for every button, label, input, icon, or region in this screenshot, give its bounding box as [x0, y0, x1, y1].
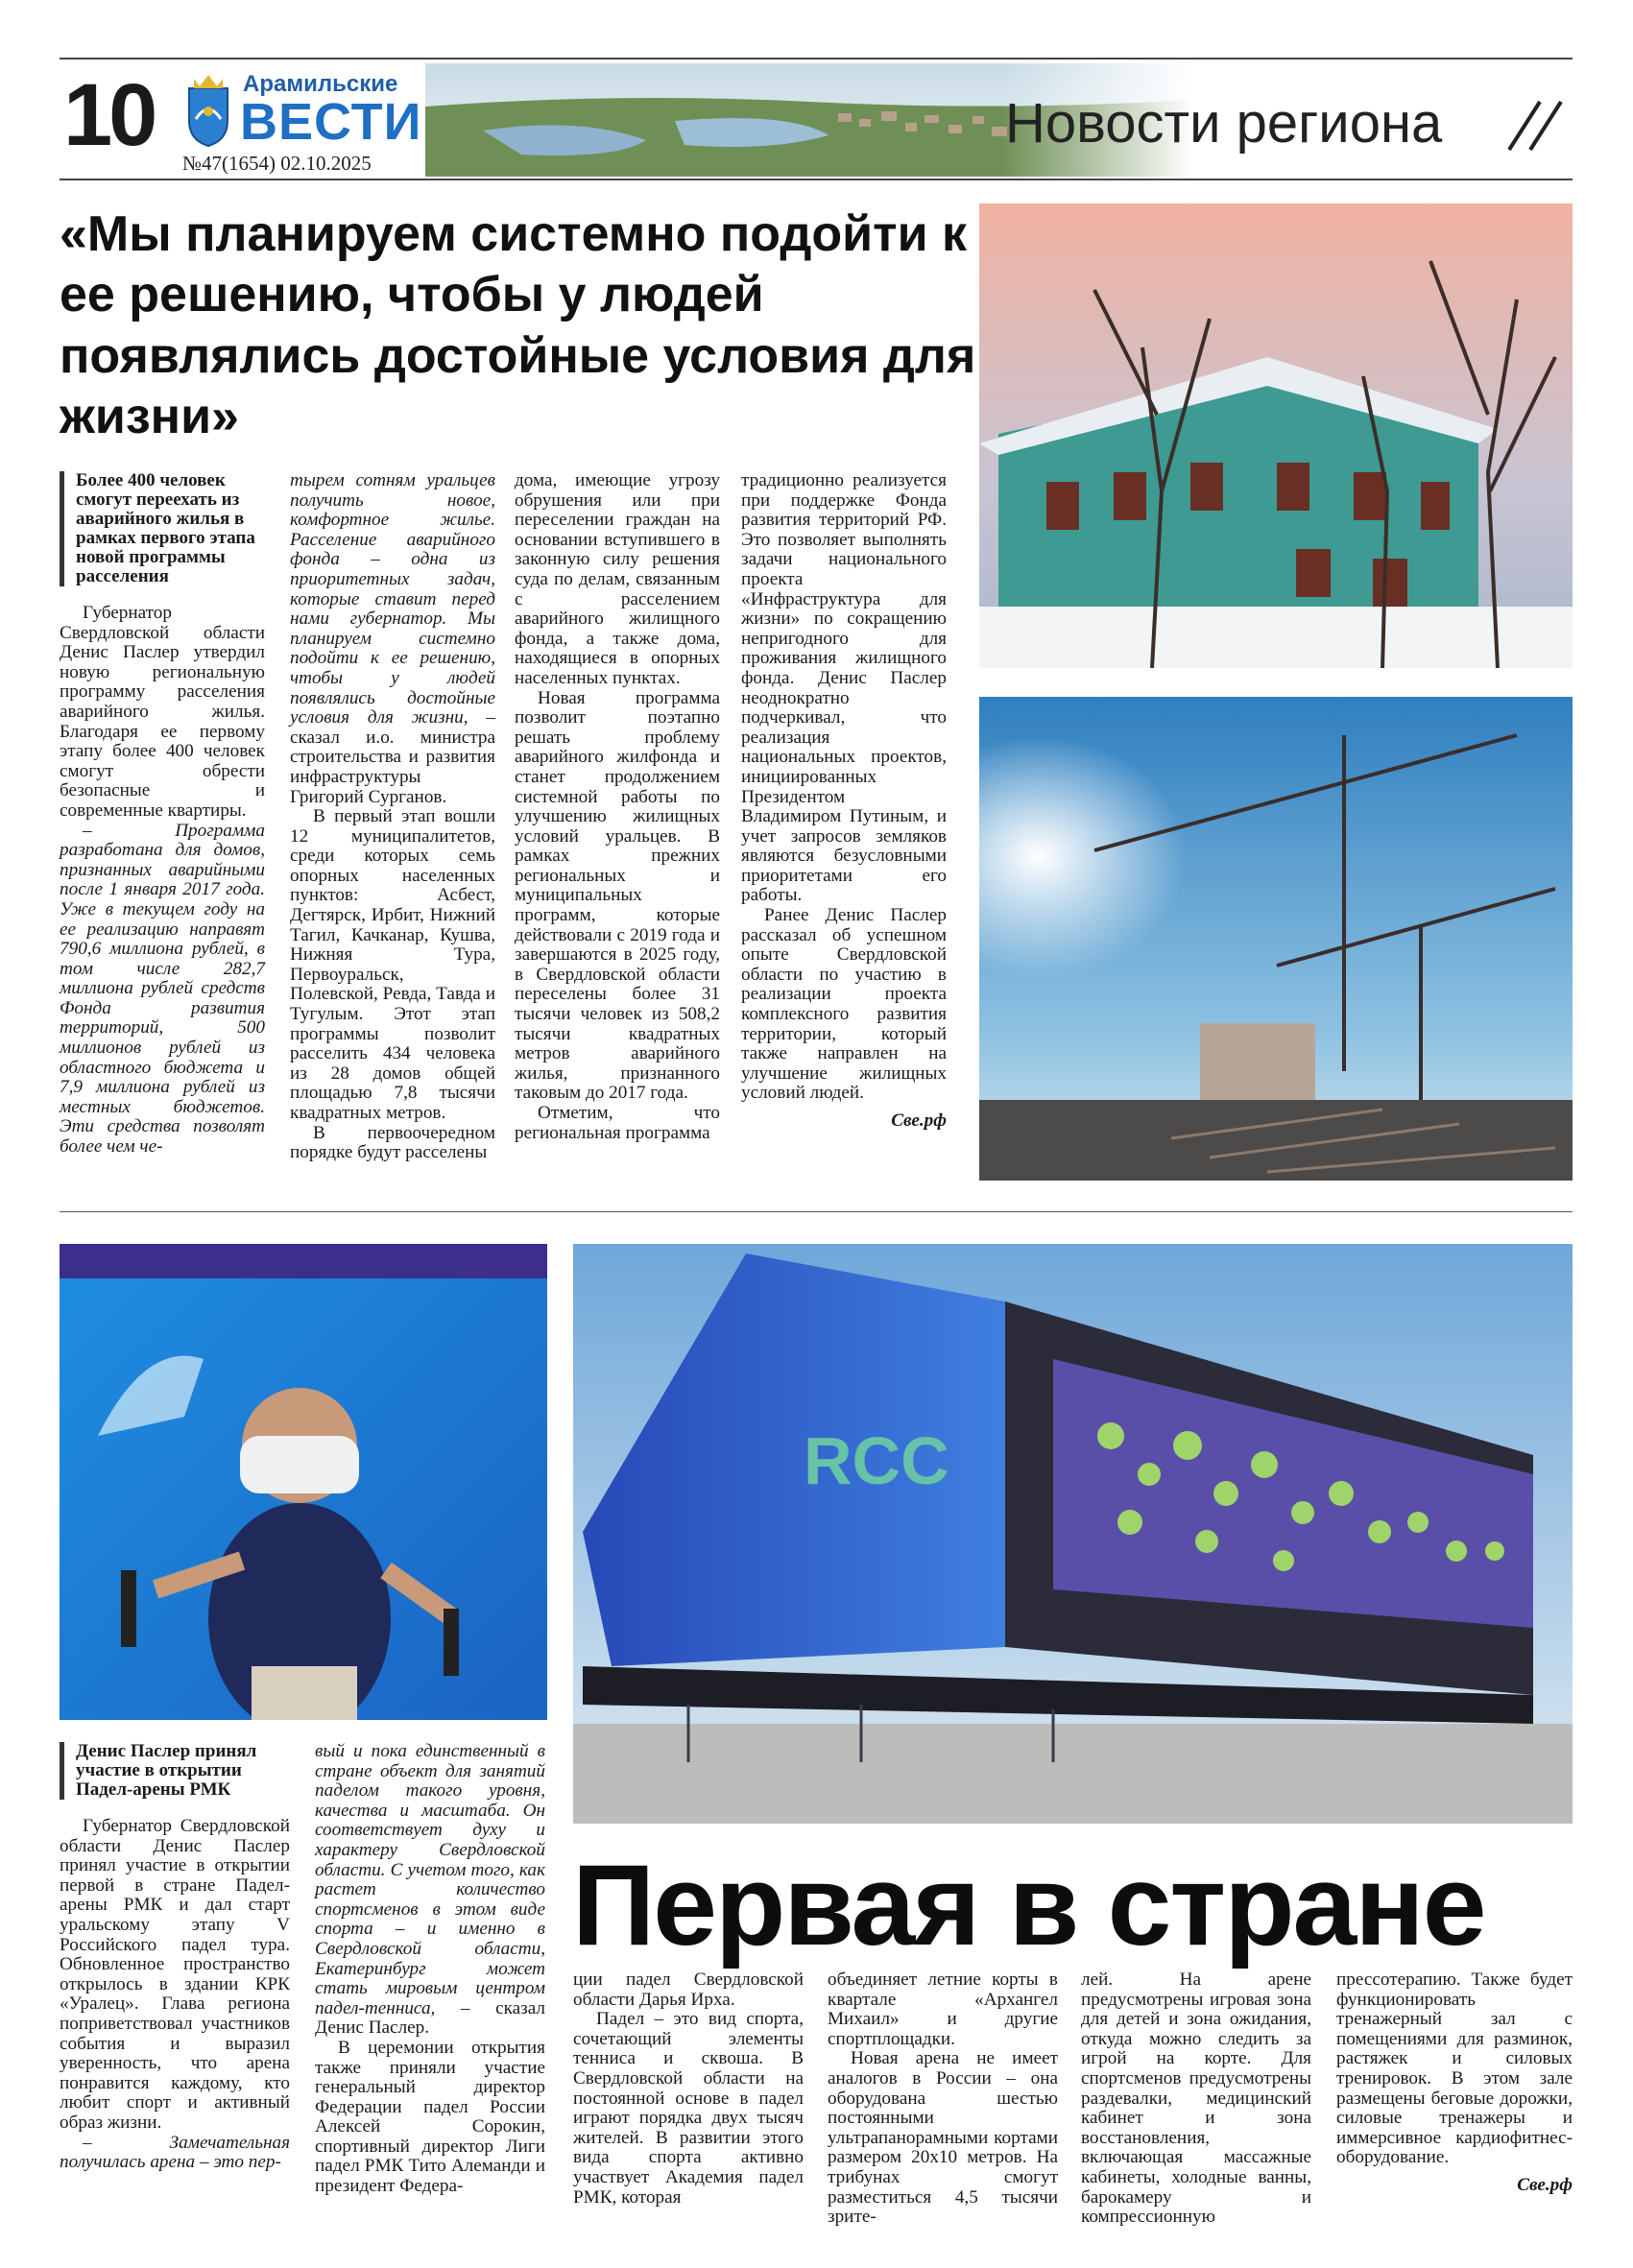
article2-lead: Денис Паслер принял участие в открытии Падел-арены РМК	[60, 1742, 290, 1800]
article2-paragraph: В церемонии открытия также приняли участие генеральный директор Федерации падел России Алексей Сорокин, спортивный директор Лиги падел РМК Тито Алеманди и президент Федера-	[315, 2037, 545, 2197]
article1-paragraph: Отметим, что региональная программа	[515, 1103, 720, 1143]
section-title: Новости региона	[1005, 92, 1443, 155]
article1-paragraph: дома, имеющие угрозу обрушения или при переселении граждан на основании вступившего в законную силу решения суда по делам, связанным с расселением аварийного жилищного фонда, а также дома, находящиеся в опорных населенных пунктах.	[515, 470, 720, 688]
article1-paragraph: В первый этап вошли 12 муниципалитетов, среди которых семь опорных населенных пунктов: Асбест, Дегтярск, Ирбит, Нижний Тагил, Качканар, Кушва, Нижняя Тура, Первоуральск, Полевской, Ревда, Тавда и Тугулым. Этот этап программы позволит расселить 434 человека из 28 домов общей площадью 7,8 тысячи квадратных метров.	[290, 806, 495, 1123]
article2-title: Первая в стране	[572, 1841, 1485, 1970]
slashes-decoration	[1505, 92, 1573, 159]
article2-quote: вый и пока единственный в стране объект для занятий паделом такого уровня, качества и масштаба. Он соответствует духу и характеру Свердловской области. С учетом того, как растет количество спортсменов в этом виде спорта – и именно в Свердловской области, Екатеринбург может стать мировым центром падел-тенниса,	[315, 1741, 545, 2018]
article2-column-1	[60, 1742, 290, 2173]
article2-column-3	[573, 1970, 804, 2208]
top-rule	[60, 58, 1573, 60]
paper-name-small: Арамильские	[243, 71, 398, 97]
article2-column-4	[828, 1970, 1058, 2228]
article1-paragraph: Губернатор Свердловской области Денис Паслер утвердил новую региональную программу расселения аварийного жилья. Благодаря ее первому этапу более 400 человек смогут обрести безопасные и современные квартиры.	[60, 603, 265, 821]
article2-quote-attribution: – сказал Денис Паслер.	[315, 1997, 545, 2039]
article1-quote-attribution: – сказал и.о. министра строительства и развития инфраструктуры Григорий Сурганов.	[290, 707, 496, 807]
article1-paragraph: Ранее Денис Паслер рассказал об успешном опыте Свердловской области по участию в реализации проекта комплексного развития территории, который также направлен на улучшение жилищных условий людей.	[741, 905, 947, 1104]
padel-arena-photo	[573, 1244, 1573, 1824]
article1-quote: тырем сотням уральцев получить новое, комфортное жилье. Расселение аварийного фонда – одна из приоритетных задач, которые ставит перед нами губернатор. Мы планируем системно подойти к ее решению, чтобы у людей появлялись достойные условия для жизни,	[290, 470, 495, 728]
article2-paragraph: Губернатор Свердловской области Денис Паслер принял участие в открытии первой в стране Падел-арены РМК и дал старт уральскому этапу V Российского падел тура. Обновленное пространство открылось в здании КРК «Уралец». Глава региона поприветствовал участников события и выразил уверенность, что арена понравится каждому, кто любит спорт и активный образ жизни.	[60, 1816, 290, 2133]
article2-paragraph: Падел – это вид спорта, сочетающий элементы тенниса и сквоша. В Свердловской области на постоянной основе в падел играют порядка двух тысяч жителей. В развитии этого вида спорта активно участвует Академия падел РМК, которая	[573, 2009, 804, 2208]
article1-lead: Более 400 человек смогут переехать из аварийного жилья в рамках первого этапа новой программы расселения	[60, 471, 265, 586]
article1-signature: Све.рф	[891, 1110, 947, 1131]
article1-paragraph: В первоочередном порядке будут расселены	[290, 1122, 495, 1163]
header-rule	[60, 179, 1573, 180]
article2-signature: Све.рф	[1517, 2174, 1573, 2195]
article1-column-3	[515, 471, 720, 1143]
issue-number: №47(1654) 02.10.2025	[182, 152, 372, 175]
construction-cranes-photo	[979, 697, 1573, 1181]
article2-paragraph: лей. На арене предусмотрены игровая зона для детей и зона ожидания, откуда можно следить за игрой на корте. Для спортсменов предусмотрены раздевалки, медицинский кабинет и зона восстановления, включающая массажные кабинеты, холодные ванны, барокамеру и компрессионную	[1081, 1970, 1311, 2228]
article2-column-2	[315, 1742, 545, 2197]
article1-column-1	[60, 471, 265, 1158]
page-number: 10	[63, 66, 155, 164]
article1-paragraph: Новая программа позволит поэтапно решать проблему аварийного жилфонда и станет продолжением системной работы по улучшению жилищных условий уральцев. В рамках прежних региональных и муниципальных программ, которые действовали с 2019 года и завершаются в 2025 году, в Свердловской области переселены более 31 тысячи человек из 508,2 тысячи квадратных метров аварийного жилья, признанного таковым до 2017 года.	[515, 687, 720, 1104]
paper-name-big: ВЕСТИ	[240, 93, 422, 151]
article1-paragraph: традиционно реализуется при поддержке Фонда развития территорий РФ. Это позволяет выполнять задачи национального проекта «Инфраструктура для жизни» по сокращению непригодного для проживания жилищного фонда. Денис Паслер неоднократно подчеркивал, что реализация национальных проектов, инициированных Президентом Владимиром Путиным, и учет запросов земляков являются безусловными приоритетами его работы.	[741, 470, 947, 906]
coat-of-arms-icon	[184, 71, 232, 148]
article2-paragraph: прессотерапию. Также будет функционировать тренажерный зал с помещениями для разминок, растяжек и силовых тренировок. В этом зале размещены беговые дорожки, силовые тренажеры и иммерсивное кардиофитнес-оборудование.	[1336, 1970, 1573, 2168]
old-house-photo	[979, 203, 1573, 668]
article2-paragraph: объединяет летние корты в квартале «Архангел Михаил» и другие спортплощадки.	[828, 1970, 1058, 2049]
vr-player-photo	[60, 1244, 547, 1720]
article2-column-6	[1336, 1970, 1573, 2196]
article2-paragraph: – Замечательная получилась арена – это пер-	[60, 2132, 290, 2173]
arena-sign: RCC	[804, 1423, 949, 1498]
article1-column-4	[741, 471, 947, 1132]
article1-paragraph: – Программа разработана для домов, признанных аварийными после 1 января 2017 года. Уже в текущем году на ее реализацию направят 790,6 миллиона рублей, в том числе 282,7 миллиона рублей средств Фонда развития территорий, 500 миллионов рублей из областного бюджета и 7,9 миллиона рублей из местных бюджетов. Эти средства позволят более чем че-	[60, 820, 265, 1158]
article2-column-5	[1081, 1970, 1311, 2228]
article1-headline: «Мы планируем системно подойти к ее решению, чтобы у людей появлялись достойные условия для жизни»	[60, 206, 976, 445]
article2-paragraph: Новая арена не имеет аналогов в России – она оборудована шестью постоянными ультрапанорамными кортами размером 20х10 метров. На трибунах смогут разместиться 4,5 тысячи зрите-	[828, 2048, 1058, 2228]
article1-column-2	[290, 471, 495, 1163]
article2-paragraph: ции падел Свердловской области Дарья Ирха.	[573, 1970, 804, 2010]
section-divider	[60, 1211, 1573, 1212]
